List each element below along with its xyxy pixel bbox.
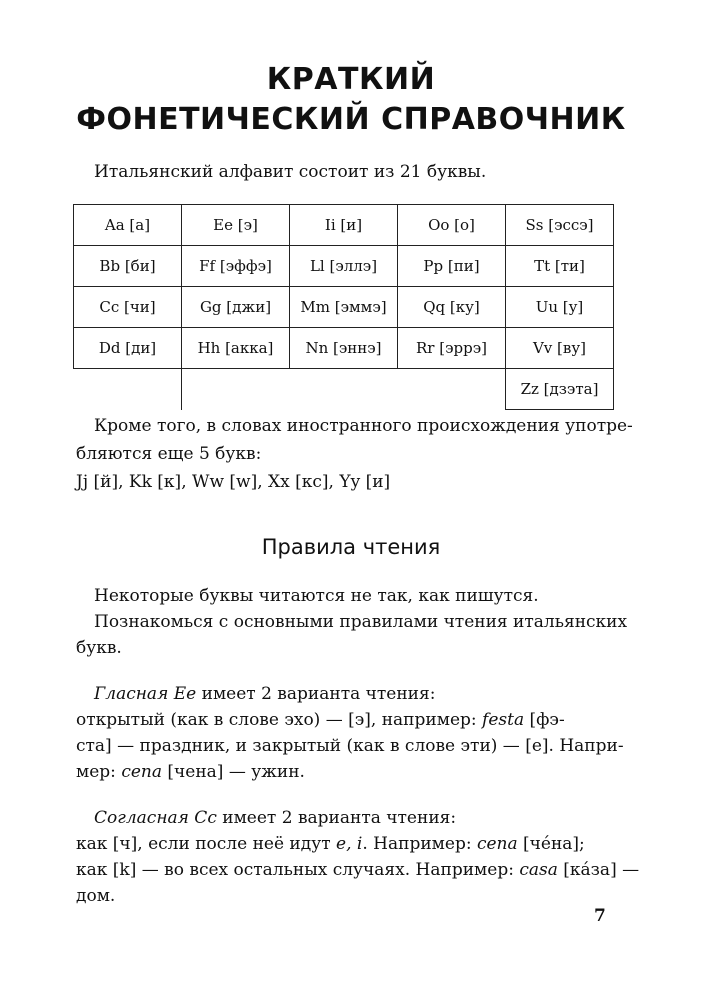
alphabet-cell: Ff [эффэ] <box>182 246 290 287</box>
alphabet-cell: Uu [у] <box>506 287 614 328</box>
e-rule-text: мер: <box>76 762 122 782</box>
alphabet-cell: Cc [чи] <box>74 287 182 328</box>
e-rule-line3 <box>76 758 305 786</box>
alphabet-table <box>73 204 614 410</box>
alphabet-cell: Pp [пи] <box>398 246 506 287</box>
alphabet-cell: Ee [э] <box>182 205 290 246</box>
c-rule-line1 <box>76 830 585 858</box>
alphabet-cell: Zz [дзэта] <box>506 369 614 410</box>
e-rule-text: [фэ- <box>524 710 565 730</box>
c-rule-lead-rest: имеет 2 варианта чтения: <box>216 808 457 828</box>
c-rule-text: . Например: <box>362 834 477 854</box>
foreign-letters-line2: бляются еще 5 букв: <box>76 444 262 464</box>
foreign-letters-line3: Jj [й], Kk [к], Ww [w], Xx [кс], Yy [и] <box>76 472 391 492</box>
page-number: 7 <box>594 906 606 926</box>
c-rule-lead <box>94 804 456 832</box>
c-rule-text: [чéна]; <box>517 834 585 854</box>
alphabet-cell: Tt [ти] <box>506 246 614 287</box>
c-rule-lead-italic: Согласная Cc <box>94 808 217 828</box>
e-rule-lead-italic: Гласная Ee <box>94 684 197 704</box>
e-rule-lead-rest: имеет 2 варианта чтения: <box>196 684 436 704</box>
alphabet-cell: Qq [ку] <box>398 287 506 328</box>
example-word: festa <box>482 710 525 730</box>
table-row <box>74 246 614 287</box>
intro-text: Итальянский алфавит состоит из 21 буквы. <box>94 162 487 182</box>
alphabet-cell: Ss [эссэ] <box>506 205 614 246</box>
c-rule-text: как [ч], если после неё идут <box>76 834 337 854</box>
table-row <box>74 287 614 328</box>
e-rule-line1 <box>76 706 565 734</box>
alphabet-cell: Gg [джи] <box>182 287 290 328</box>
alphabet-cell: Hh [акка] <box>182 328 290 369</box>
alphabet-cell: Ii [и] <box>290 205 398 246</box>
alphabet-cell: Dd [ди] <box>74 328 182 369</box>
table-row <box>74 369 614 410</box>
c-rule-text: как [k] — во всех остальных случаях. Например: <box>76 860 520 880</box>
c-rule-line3: дом. <box>76 886 116 906</box>
alphabet-cell: Aa [а] <box>74 205 182 246</box>
table-row <box>74 328 614 369</box>
rules-line2: Познакомься с основными правилами чтения итальянских <box>94 612 628 632</box>
empty-cell <box>182 369 290 410</box>
e-rule-lead <box>94 680 435 708</box>
foreign-letters-line1: Кроме того, в словах иностранного происхождения употре- <box>94 416 633 436</box>
example-letters: e, i <box>336 834 363 854</box>
alphabet-cell: Ll [эллэ] <box>290 246 398 287</box>
e-rule-text: открытый (как в слове эхо) — [э], например: <box>76 710 483 730</box>
page-title-line2: ФОНЕТИЧЕСКИЙ СПРАВОЧНИК <box>76 102 626 137</box>
c-rule-line2 <box>76 856 639 884</box>
example-word: casa <box>519 860 558 880</box>
rules-line3: букв. <box>76 638 122 658</box>
section-heading: Правила чтения <box>261 535 441 559</box>
alphabet-cell: Nn [эннэ] <box>290 328 398 369</box>
empty-cell <box>398 369 506 410</box>
empty-cell <box>74 369 182 410</box>
table-row <box>74 205 614 246</box>
example-word: cena <box>476 834 518 854</box>
c-rule-text: [кáза] — <box>557 860 640 880</box>
alphabet-cell: Rr [эррэ] <box>398 328 506 369</box>
alphabet-cell: Oo [о] <box>398 205 506 246</box>
example-word: cena <box>121 762 162 782</box>
page-title-line1: КРАТКИЙ <box>266 62 436 97</box>
e-rule-text: [чена] — ужин. <box>161 762 305 782</box>
rules-line1: Некоторые буквы читаются не так, как пишутся. <box>94 586 539 606</box>
alphabet-cell: Vv [ву] <box>506 328 614 369</box>
empty-cell <box>290 369 398 410</box>
alphabet-cell: Mm [эммэ] <box>290 287 398 328</box>
e-rule-line2: ста] — праздник, и закрытый (как в слове эти) — [е]. Напри- <box>76 736 624 756</box>
alphabet-cell: Bb [би] <box>74 246 182 287</box>
